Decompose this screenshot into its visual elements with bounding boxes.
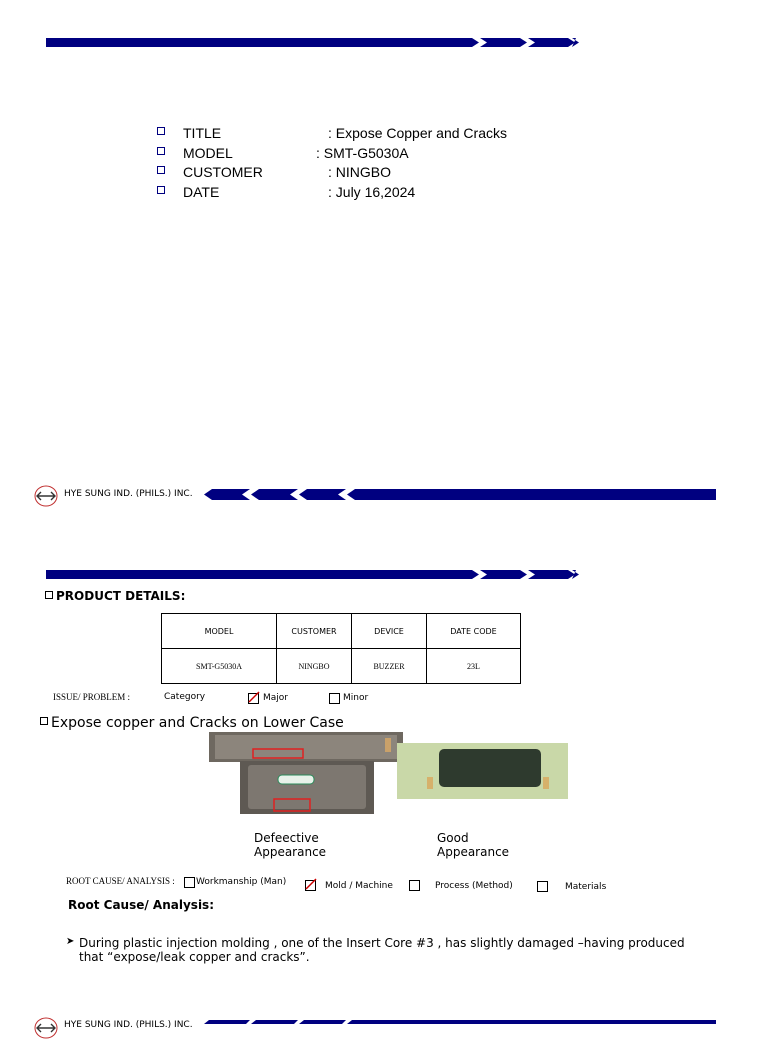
good-part-image [397,743,568,799]
bullet-icon [157,166,165,174]
table-header-cell: DEVICE [352,614,427,649]
cover-value-date: : July 16,2024 [328,184,416,200]
table-row [162,649,521,684]
defective-part-image-top [209,732,403,762]
good-caption-line2: Appearance [437,845,510,859]
defective-part-image-bottom [240,761,374,814]
issue-title: Expose copper and Cracks on Lower Case [51,715,344,731]
footer-company-name: HYE SUNG IND. (PHILS.) INC. [64,489,193,499]
category-label: Category [164,692,206,702]
bullet-icon [45,591,53,599]
cover-label-model: MODEL [183,145,233,161]
major-label: Major [263,693,288,703]
minor-label: Minor [343,693,369,703]
materials-label: Materials [565,882,607,892]
header-bar-1 [46,37,580,49]
cover-value-title: : Expose Copper and Cracks [328,125,507,141]
cover-value-model: : SMT-G5030A [316,145,409,161]
header-bar-2 [46,569,580,581]
issue-label: ISSUE/ PROBLEM : [53,692,131,702]
minor-checkbox[interactable] [329,693,340,704]
root-cause-label: ROOT CAUSE/ ANALYSIS : [66,876,175,886]
cover-label-customer: CUSTOMER [183,164,263,180]
root-cause-heading: Root Cause/ Analysis: [68,898,214,912]
product-details-table [161,613,521,684]
cover-label-date: DATE [183,184,220,200]
good-caption-line1: Good [437,831,469,845]
table-header-row [162,614,521,649]
process-checkbox[interactable] [409,880,420,891]
defective-caption-line1: Defeective [254,831,319,845]
company-logo-icon [33,484,59,508]
table-cell: BUZZER [352,649,427,684]
footer-bar-2 [204,1019,716,1024]
analysis-line-2: that “expose/leak copper and cracks”. [79,950,310,964]
bullet-icon [157,186,165,194]
table-header-cell: MODEL [162,614,277,649]
table-cell: 23L [427,649,521,684]
materials-checkbox[interactable] [537,881,548,892]
footer-company-name: HYE SUNG IND. (PHILS.) INC. [64,1020,193,1030]
bullet-icon [157,147,165,155]
bullet-icon [157,127,165,135]
workmanship-label: Workmanship (Man) [196,877,287,887]
table-cell: SMT-G5030A [162,649,277,684]
bullet-icon [40,717,48,725]
mold-machine-label: Mold / Machine [325,881,393,891]
analysis-line-1: During plastic injection molding , one of the Insert Core #3 , has slightly damaged –having produced [79,936,685,950]
table-cell: NINGBO [277,649,352,684]
checkmark-icon [247,690,261,704]
table-header-cell: CUSTOMER [277,614,352,649]
table-header-cell: DATE CODE [427,614,521,649]
arrow-bullet-icon: ➤ [66,936,75,947]
defective-caption-line2: Appearance [254,845,327,859]
product-details-heading: PRODUCT DETAILS: [56,589,186,603]
workmanship-checkbox[interactable] [184,877,195,888]
cover-value-customer: : NINGBO [328,164,392,180]
checkmark-icon [304,877,318,891]
footer-bar-1 [204,488,716,501]
process-label: Process (Method) [435,881,513,891]
cover-label-title: TITLE [183,125,222,141]
company-logo-icon [33,1016,59,1040]
